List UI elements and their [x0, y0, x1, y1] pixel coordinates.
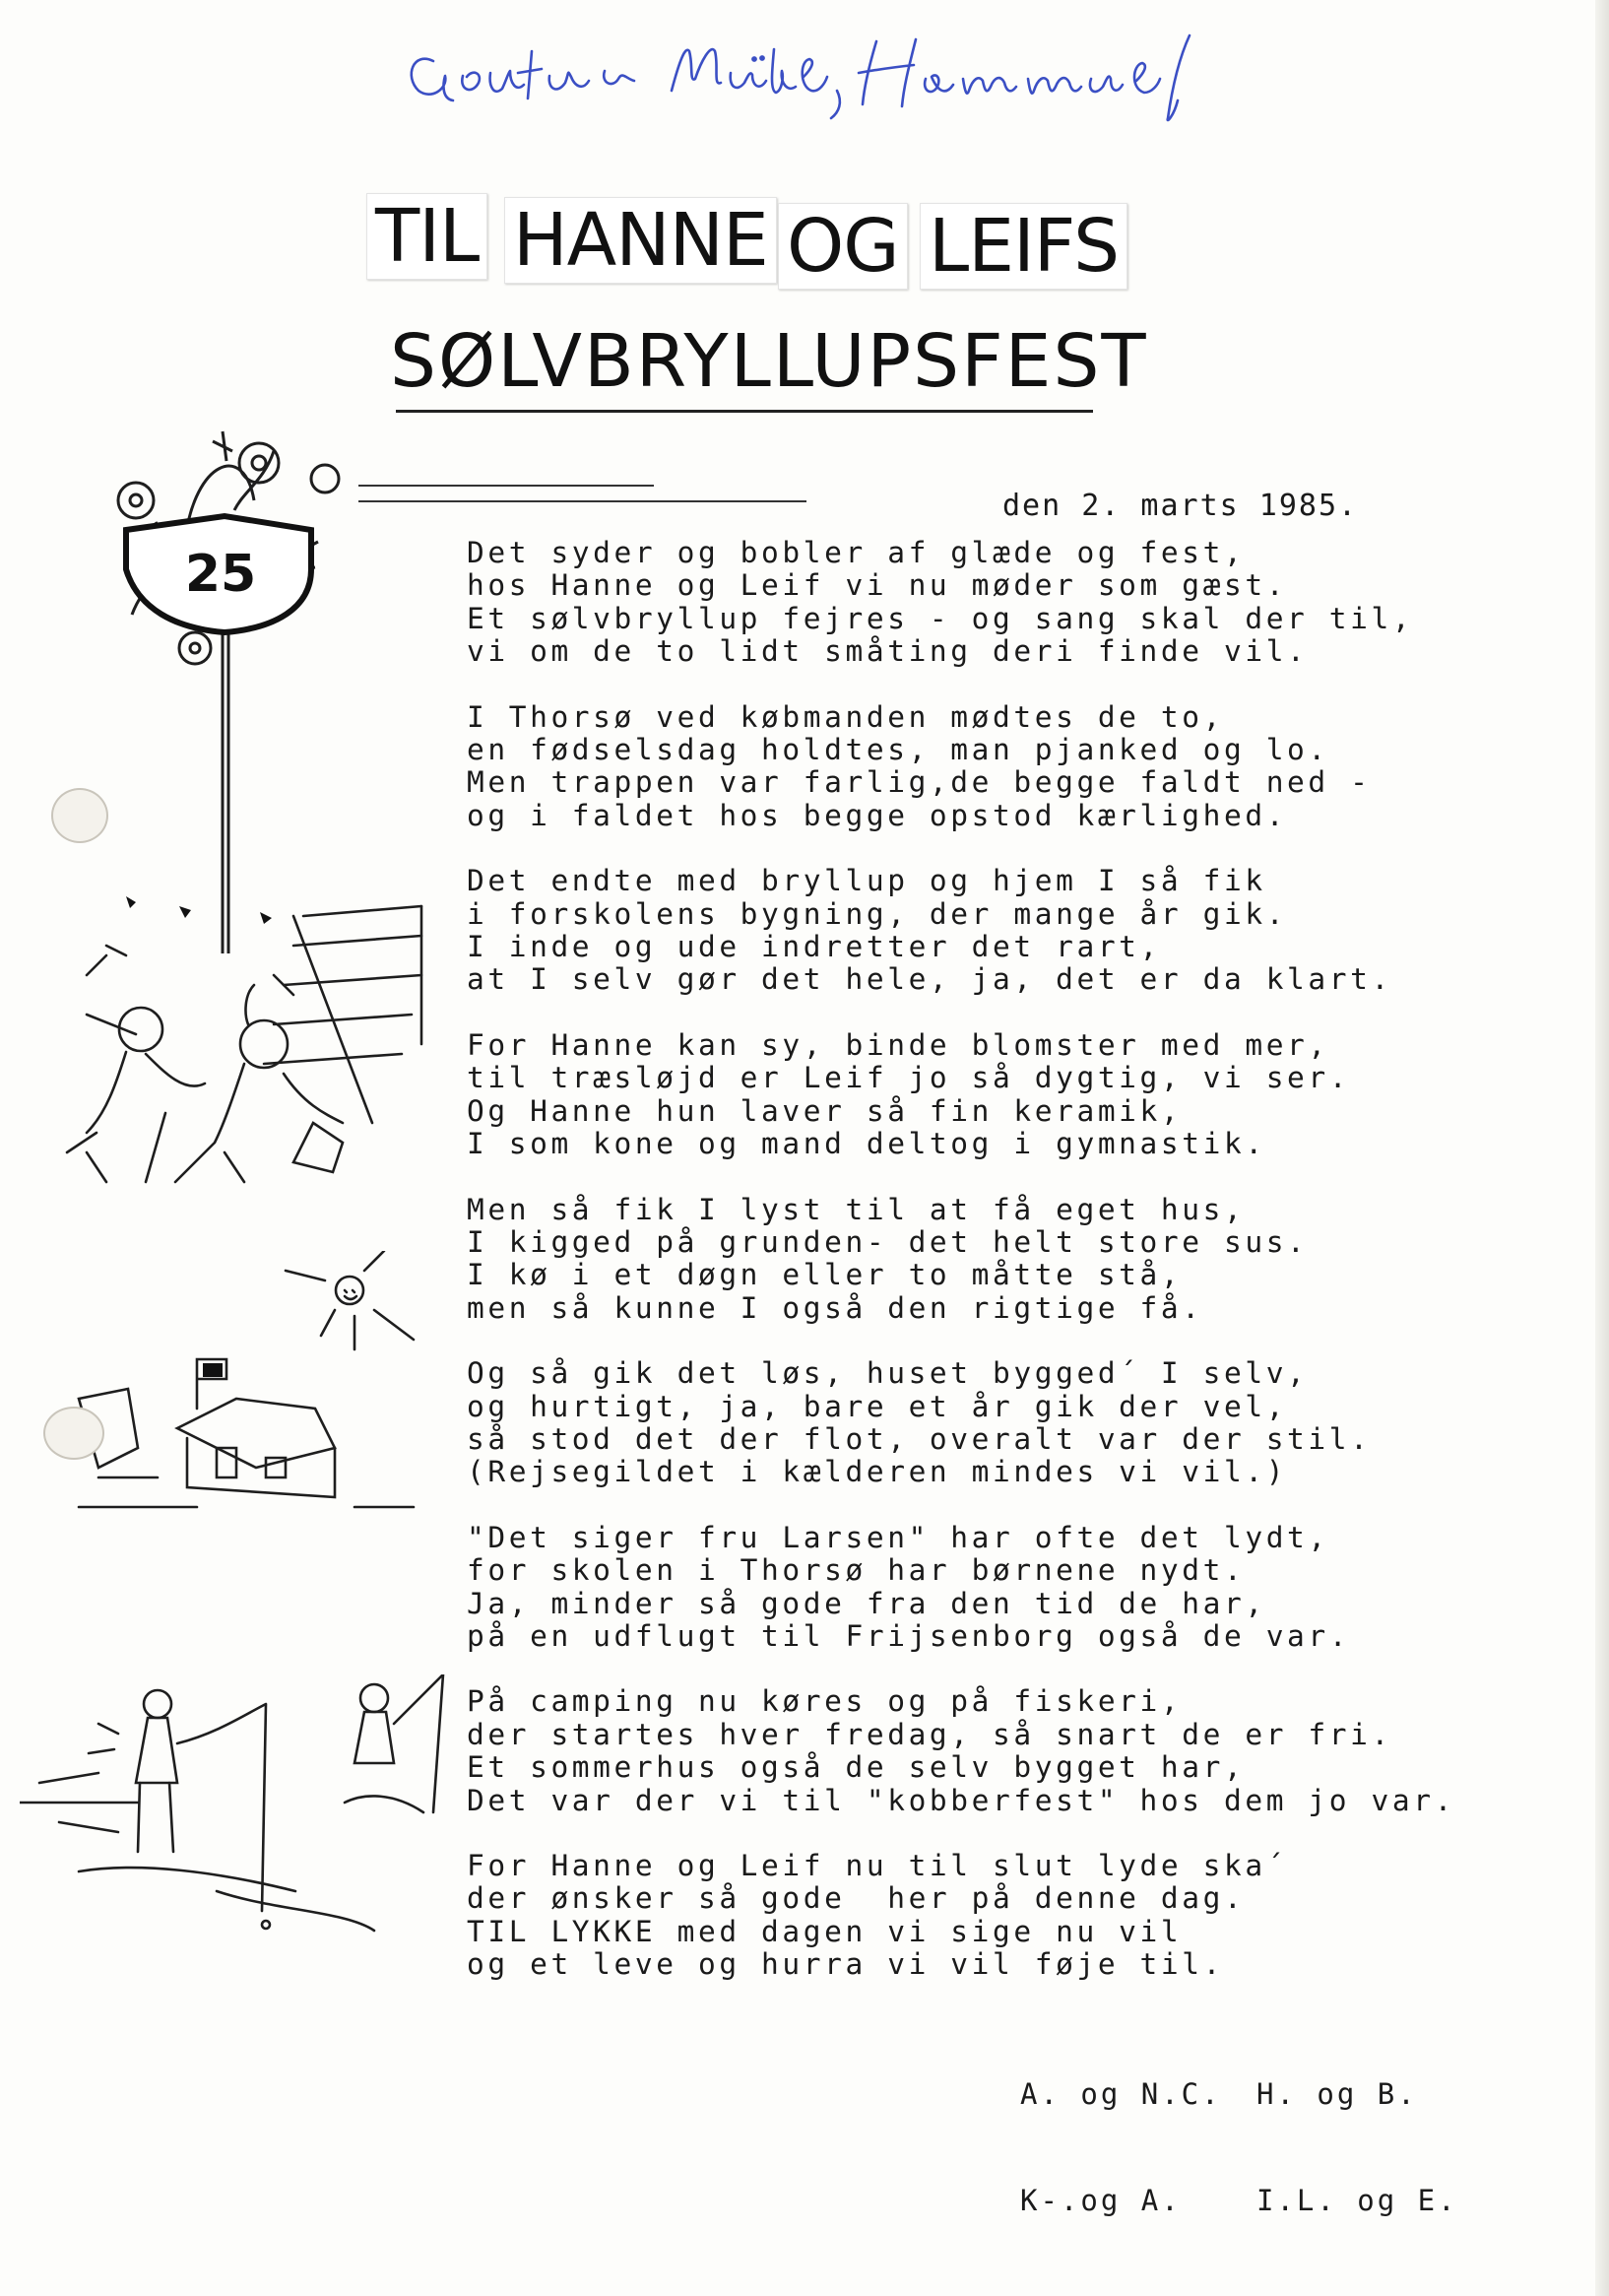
punch-hole	[43, 1407, 104, 1460]
title-word-leifs: LEIFS	[920, 203, 1127, 290]
poem-line: Et sølvbryllup fejres - og sang skal der til,	[467, 601, 1414, 635]
poem-line: "Det siger fru Larsen" har ofte det lydt,	[467, 1520, 1329, 1554]
poem-line: Og så gik det løs, huset bygged´ I selv,	[467, 1356, 1309, 1391]
poem-line: og i faldet hos begge opstod kærlighed.	[467, 798, 1288, 832]
poem-line: Et sommerhus også de selv bygget har,	[467, 1750, 1246, 1785]
poem-stanza-4	[467, 1029, 1570, 1161]
poem-line: For Hanne kan sy, binde blomster med mer,	[467, 1027, 1329, 1062]
poem-line: Men så fik I lyst til at få eget hus,	[467, 1192, 1246, 1226]
poem-line: Ja, minder så gode fra den tid de har,	[467, 1586, 1266, 1620]
poem-line: og hurtigt, ja, bare et år gik der vel,	[467, 1389, 1288, 1423]
house-and-sun-illustration	[39, 1251, 433, 1546]
poem-line: vi om de to lidt småting deri finde vil.	[467, 634, 1309, 669]
poem-line: på en udflugt til Frijsenborg også de var.	[467, 1618, 1351, 1653]
poem-line: TIL LYKKE med dagen vi sige nu vil	[467, 1914, 1183, 1948]
title-underline	[396, 410, 1093, 413]
title-line-2: SØLVBRYLLUPSFEST	[390, 319, 1148, 404]
title-word-og: OG	[778, 203, 908, 290]
poem-line: I inde og ude indretter det rart,	[467, 930, 1161, 964]
poem-line: og et leve og hurra vi vil føje til.	[467, 1947, 1224, 1982]
poem-stanza-5	[467, 1194, 1570, 1326]
poem-line: til træsløjd er Leif jo så dygtig, vi ser.	[467, 1061, 1351, 1095]
poem-line: For Hanne og Leif nu til slut lyde ska´	[467, 1849, 1288, 1882]
signature-name: K-.og A.	[1020, 2184, 1182, 2217]
poem-line: Men trappen var farlig,de begge faldt ned -	[467, 765, 1372, 800]
signature-name: A. og N.C.	[1020, 2077, 1222, 2111]
fishing-illustration	[20, 1674, 453, 1970]
decorative-rule	[358, 485, 654, 487]
poem-stanza-9	[467, 1850, 1570, 1982]
poem-line: I kigged på grunden- det helt store sus.	[467, 1224, 1309, 1259]
poem-stanza-8	[467, 1685, 1570, 1817]
poem-line: for skolen i Thorsø har børnene nydt.	[467, 1553, 1246, 1588]
poem-stanza-6	[467, 1357, 1570, 1489]
signatures	[1020, 2005, 1458, 2289]
poem-line: I Thorsø ved købmanden mødtes de to,	[467, 699, 1224, 734]
signature-name: H. og B.	[1256, 2077, 1418, 2111]
poem-line: der ønsker så gode her på denne dag.	[467, 1881, 1246, 1916]
title-word-hanne: HANNE	[504, 197, 777, 284]
poem-line: Det syder og bobler af glæde og fest,	[467, 536, 1246, 569]
poem-line: så stod det der flot, overalt var der stil.	[467, 1421, 1372, 1456]
punch-hole	[51, 788, 108, 843]
poem-text	[467, 537, 1570, 2014]
handwritten-signature	[394, 22, 1260, 130]
poem-line: I kø i et døgn eller to måtte stå,	[467, 1258, 1183, 1292]
poem-line: Det var der vi til "kobberfest" hos dem jo var.	[467, 1783, 1455, 1817]
poem-line: Det endte med bryllup og hjem I så fik	[467, 864, 1266, 898]
signature-row	[1020, 2076, 1458, 2112]
decorative-rule-long	[358, 500, 806, 502]
poem-line: I som kone og mand deltog i gymnastik.	[467, 1127, 1266, 1161]
poem-line: at I selv gør det hele, ja, det er da klart.	[467, 962, 1392, 997]
poem-stanza-7	[467, 1522, 1570, 1654]
poem-stanza-2	[467, 701, 1570, 833]
poem-line: På camping nu køres og på fiskeri,	[467, 1684, 1183, 1719]
signature-name: I.L. og E.	[1256, 2184, 1458, 2217]
title-word-til: TIL	[366, 193, 487, 280]
date-line: den 2. marts 1985.	[1002, 489, 1359, 523]
poem-line: der startes hver fredag, så snart de er fri.	[467, 1717, 1392, 1751]
poem-line: hos Hanne og Leif vi nu møder som gæst.	[467, 568, 1288, 603]
couple-on-stairs-illustration	[47, 886, 441, 1221]
poem-stanza-3	[467, 865, 1570, 997]
poem-line: Og Hanne hun laver så fin keramik,	[467, 1093, 1183, 1128]
signature-row	[1020, 2183, 1458, 2218]
badge-number: 25	[184, 545, 257, 604]
paper-edge-shadow	[1595, 0, 1609, 2296]
poem-line: (Rejsegildet i kælderen mindes vi vil.)	[467, 1455, 1288, 1489]
poem-line: men så kunne I også den rigtige få.	[467, 1290, 1203, 1325]
poem-stanza-1	[467, 537, 1570, 669]
poem-line: en fødselsdag holdtes, man pjanked og lo.	[467, 733, 1329, 767]
poem-line: i forskolens bygning, der mange år gik.	[467, 896, 1288, 931]
